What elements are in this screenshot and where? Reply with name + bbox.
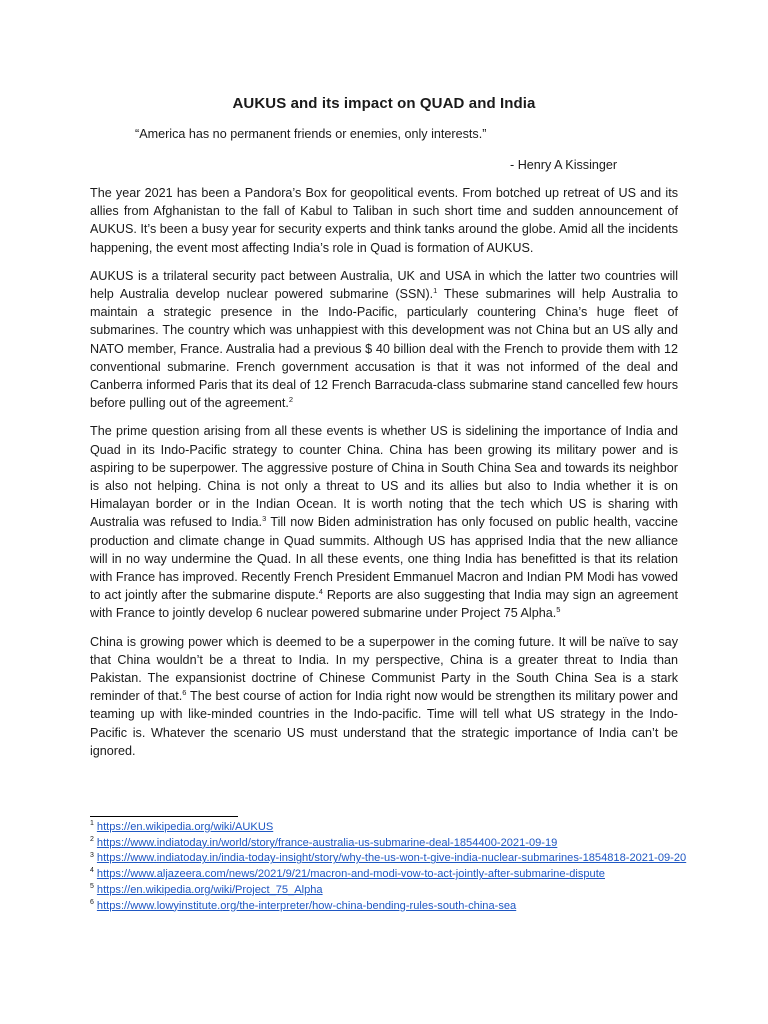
paragraph-text: Reports are also suggesting that India may sign an agreement with France to jointly develop 6 nuclear powered submarine under Project 75 Alpha. bbox=[90, 588, 678, 621]
paragraph-text: These submarines will help Australia to maintain a strategic presence in the Indo-Pacific, particularly countering China’s huge fleet of submarines. The country which was unhappiest with this development was not China but an US ally and NATO member, France. Australia had a previous $ 40 billion deal with the French to provide them with 12 conventional submarine. French government accusation is that it was not informed of the deal and Canberra informed Paris that its deal of 12 French Barracuda-class submarine stand cancelled few hours before pulling out of the agreement. bbox=[90, 287, 678, 411]
document-title: AUKUS and its impact on QUAD and India bbox=[232, 95, 536, 112]
footnote-item bbox=[90, 851, 690, 867]
epigraph-attribution: - Henry A Kissinger bbox=[510, 158, 618, 172]
footnote-number: 6 bbox=[90, 898, 94, 906]
footnote-number: 4 bbox=[90, 867, 94, 875]
body-paragraph bbox=[90, 267, 678, 413]
footnote-link[interactable]: https://en.wikipedia.org/wiki/Project_75_Alpha bbox=[96, 883, 323, 896]
footnote-link[interactable]: https://en.wikipedia.org/wiki/AUKUS bbox=[96, 821, 274, 833]
footnote-link[interactable]: https://www.lowyinstitute.org/the-interpreter/how-china-bending-rules-south-china-sea bbox=[96, 899, 517, 912]
footnote-link[interactable]: https://www.aljazeera.com/news/2021/9/21/macron-and-modi-vow-to-act-jointly-after-submarine-dispute bbox=[96, 868, 605, 881]
paragraph-text: China is growing power which is deemed to be a superpower in the coming future. It will be naïve to say that China wouldn’t be a threat to India. In my perspective, China is a greater threat to India than Pakistan. The expansionist doctrine of Chinese Communist Party in the South China Sea is a stark reminder of that. bbox=[90, 634, 678, 704]
footnote-reference[interactable]: 1 bbox=[433, 285, 438, 295]
paragraph-text: The year 2021 has been a Pandora’s Box for geopolitical events. From botched up retreat of US and its allies from Afghanistan to the fall of Kabul to Taliban in such short time and sudden announcement of AUKUS. It’s been a busy year for security experts and think tanks around the globe. Amid all the incidents happening, the event most affecting India’s role in Quad is formation of AUKUS. bbox=[90, 186, 678, 255]
paragraph-text: The prime question arising from all these events is whether US is sidelining the importance of India and Quad in its Indo-Pacific strategy to counter China. China has been growing its military power and is aspiring to be superpower. The aggressive posture of China in South China Sea and towards its neighbor is also not helping. China is not only a threat to US and its allies but also to India whether it is on Himalayan border or in the Indian Ocean. It is worth noting that the tech which US is sharing with Australia was refused to India. bbox=[90, 424, 678, 530]
footnote-reference[interactable]: 4 bbox=[318, 587, 323, 597]
paragraph-text: AUKUS is a trilateral security pact between Australia, UK and USA in which the latter two countries will help Australia develop nuclear powered submarine (SSN). bbox=[90, 268, 678, 302]
footnote-link[interactable]: https://www.indiatoday.in/india-today-insight/story/why-the-us-won-t-give-india-nuclear-submarines-1854818-2021-09-20 bbox=[96, 852, 687, 865]
footnote-link[interactable]: https://www.indiatoday.in/world/story/france-australia-us-submarine-deal-1854400-2021-09-19 bbox=[96, 836, 558, 849]
footnote-number: 2 bbox=[90, 836, 94, 844]
footnote-item bbox=[90, 899, 690, 915]
footnote-number: 5 bbox=[90, 883, 94, 891]
footnote-item bbox=[90, 836, 690, 852]
paragraph-text: The best course of action for India right now would be strengthen its military power and teaming up with like-minded countries in the Indo-pacific. Time will tell what US strategy in the Indo-Pacific is. Whatever the scenario US must understand that the strategic importance of India can’t be ignored. bbox=[90, 689, 678, 758]
article-body bbox=[90, 184, 678, 770]
footnote-number: 3 bbox=[90, 851, 94, 859]
paragraph-text: Till now Biden administration has only focused on public health, vaccine production and climate change in Quad summits. Although US has apprised India that the new alliance will in no way undermine the Quad. In all these events, one thing India has benefitted is that its relation with France has improved. Recently French President Emmanuel Macron and Indian PM Modi has vowed to act jointly after the submarine dispute. bbox=[90, 515, 678, 603]
body-paragraph bbox=[90, 633, 678, 760]
footnote-number: 1 bbox=[90, 820, 94, 828]
body-paragraph bbox=[90, 184, 678, 257]
footnote-reference[interactable]: 5 bbox=[556, 605, 561, 615]
footnotes bbox=[90, 820, 690, 914]
footnote-item bbox=[90, 820, 690, 836]
body-paragraph bbox=[90, 422, 678, 622]
footnote-separator bbox=[90, 816, 238, 817]
footnote-reference[interactable]: 6 bbox=[182, 688, 187, 698]
footnote-item bbox=[90, 883, 690, 899]
footnote-item bbox=[90, 867, 690, 883]
footnote-reference[interactable]: 3 bbox=[262, 514, 267, 524]
footnote-reference[interactable]: 2 bbox=[288, 395, 294, 405]
epigraph-quote: “America has no permanent friends or enemies, only interests.” bbox=[135, 127, 487, 141]
